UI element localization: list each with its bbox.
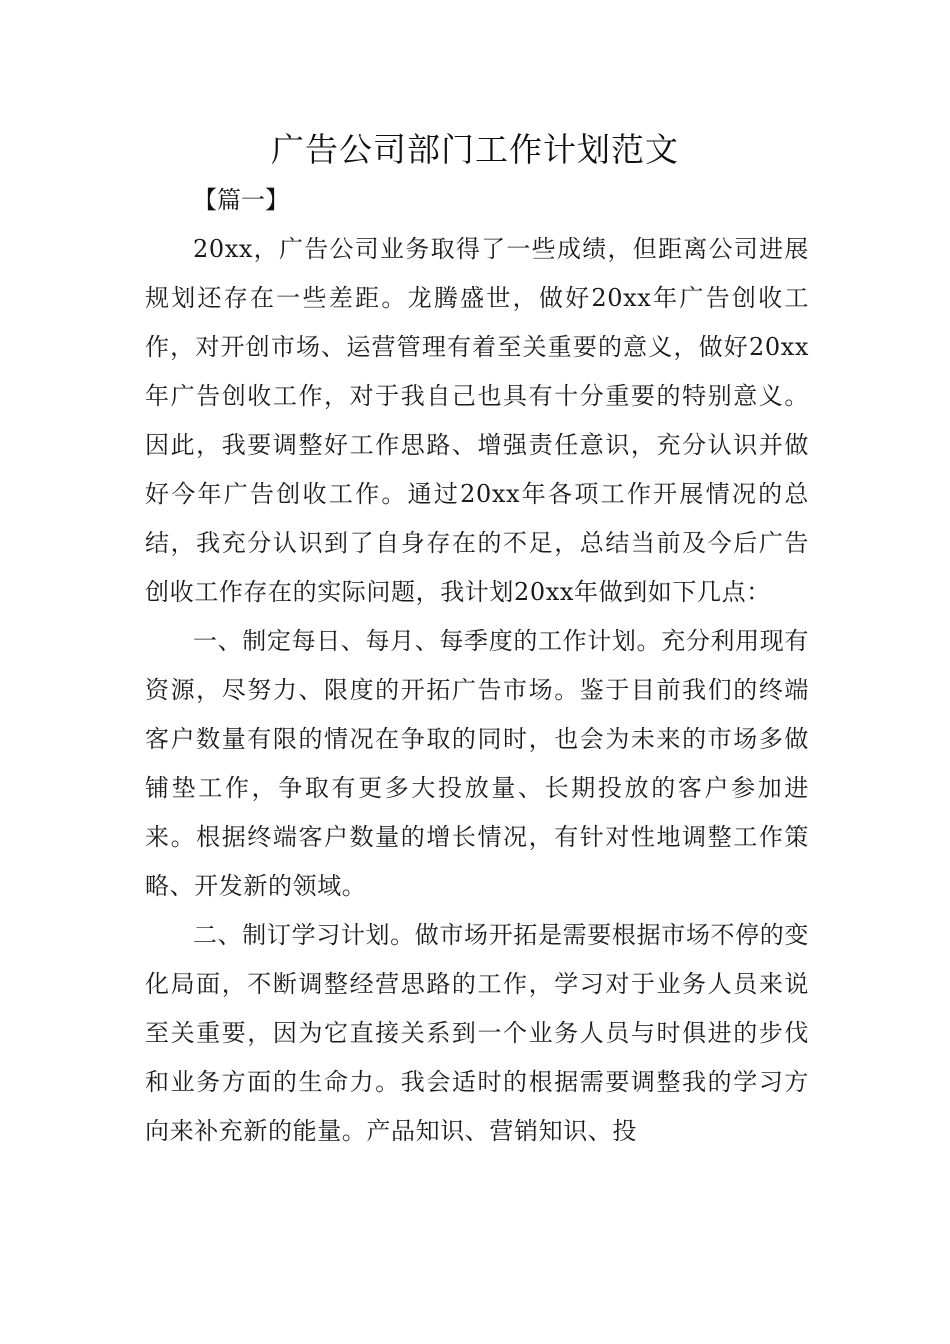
- paragraph-point-two: 二、制订学习计划。做市场开拓是需要根据市场不停的变化局面，不断调整经营思路的工作，学习对于业务人员来说至关重要，因为它直接关系到一个业务人员与时俱进的步伐和业务方面的生命力。我会适时的根据需要调整我的学习方向来补充新的能量。产品知识、营销知识、投: [145, 921, 809, 1145]
- document-body: [145, 225, 809, 1156]
- paragraph-intro: 20xx，广告公司业务取得了一些成绩，但距离公司进展规划还存在一些差距。龙腾盛世，做好20xx年广告创收工作，对开创市场、运营管理有着至关重要的意义，做好20xx年广告创收工作，对于我自己也具有十分重要的特别意义。因此，我要调整好工作思路、增强责任意识，充分认识并做好今年广告创收工作。通过20xx年各项工作开展情况的总结，我充分认识到了自身存在的不足，总结当前及今后广告创收工作存在的实际问题，我计划20xx年做到如下几点：: [145, 235, 809, 606]
- section-label: 【篇一】: [193, 186, 289, 214]
- paragraph-point-one: 一、制定每日、每月、每季度的工作计划。充分利用现有资源，尽努力、限度的开拓广告市场。鉴于目前我们的终端客户数量有限的情况在争取的同时，也会为未来的市场多做铺垫工作，争取有更多大投放量、长期投放的客户参加进来。根据终端客户数量的增长情况，有针对性地调整工作策略、开发新的领域。: [145, 627, 809, 900]
- document-title: 广告公司部门工作计划范文: [271, 130, 679, 169]
